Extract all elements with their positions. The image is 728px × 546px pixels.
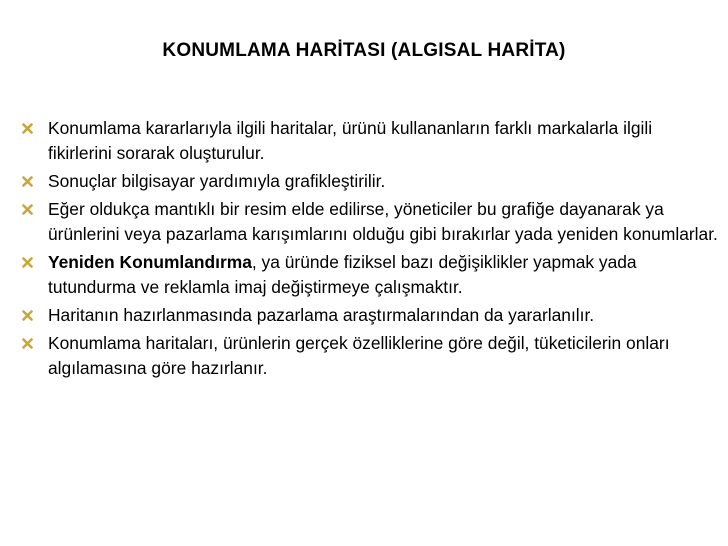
bullet-item — [20, 197, 720, 247]
x-bullet-icon — [22, 331, 38, 356]
x-bullet-icon — [22, 303, 38, 328]
bullet-list — [20, 116, 720, 384]
bullet-text: , ya üründe fiziksel bazı değişiklikler yapmak yada tutundurma ve reklamla imaj değiştirmeye çalışmaktır. — [48, 252, 637, 297]
bullet-item — [20, 169, 720, 194]
bullet-text: Konumlama kararlarıyla ilgili haritalar, ürünü kullananların farklı markalarla ilgili fikirlerini sorarak oluşturulur. — [48, 118, 653, 163]
x-bullet-icon — [22, 169, 38, 194]
bullet-text: Haritanın hazırlanmasında pazarlama araştırmalarından da yararlanılır. — [48, 305, 595, 325]
x-bullet-icon — [22, 250, 38, 275]
bullet-text: Eğer oldukça mantıklı bir resim elde edilirse, yöneticiler bu grafiğe dayanarak ya ürünlerini veya pazarlama karışımlarını olduğu gibi bırakırlar yada yeniden konumlarlar. — [48, 199, 718, 244]
x-bullet-icon — [22, 116, 38, 141]
x-bullet-icon — [22, 197, 38, 222]
bullet-item — [20, 250, 720, 300]
bullet-text: Konumlama haritaları, ürünlerin gerçek özelliklerine göre değil, tüketicilerin onları algılamasına göre hazırlanır. — [48, 333, 670, 378]
bullet-text: Sonuçlar bilgisayar yardımıyla grafikleştirilir. — [48, 171, 386, 191]
bullet-item — [20, 331, 720, 381]
bullet-item — [20, 116, 720, 166]
bullet-item — [20, 303, 720, 328]
bullet-bold-term: Yeniden Konumlandırma — [48, 252, 252, 272]
slide-title: KONUMLAMA HARİTASI (ALGISAL HARİTA) — [162, 40, 566, 61]
